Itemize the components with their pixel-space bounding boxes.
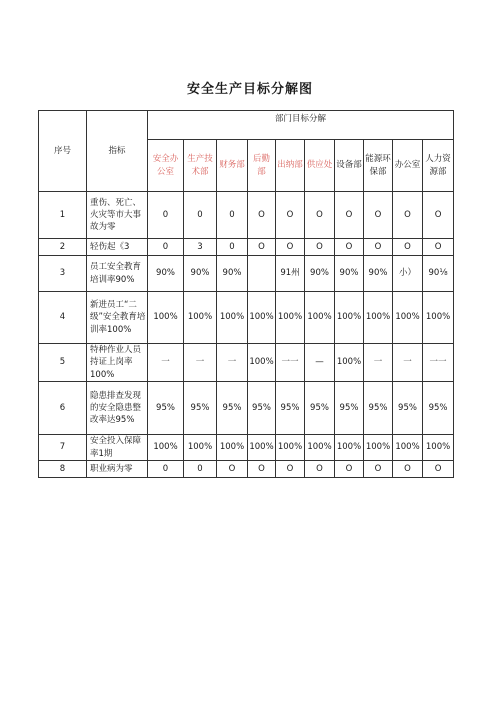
header-dept: 设备部 xyxy=(335,140,364,192)
target-value-cell: O xyxy=(364,239,393,256)
target-value-cell: O xyxy=(335,192,364,239)
target-value-cell: 95% xyxy=(364,382,393,435)
target-value-cell: O xyxy=(364,461,393,478)
row-seq: 5 xyxy=(39,344,87,382)
target-value-cell: 95% xyxy=(217,382,248,435)
target-value-cell: O xyxy=(248,192,276,239)
target-value-cell: 100% xyxy=(423,292,454,344)
target-value-cell: O xyxy=(364,192,393,239)
target-value-cell: O xyxy=(217,461,248,478)
target-value-cell: 90⅛ xyxy=(423,256,454,292)
target-value-cell: 100% xyxy=(248,435,276,461)
target-value-cell: 100% xyxy=(217,292,248,344)
table-row xyxy=(39,344,454,382)
header-indicator: 指标 xyxy=(87,111,148,192)
target-value-cell: O xyxy=(423,461,454,478)
target-value-cell: 90% xyxy=(184,256,217,292)
target-value-cell: 95% xyxy=(276,382,305,435)
target-value-cell: O xyxy=(393,461,423,478)
target-value-cell: 3 xyxy=(184,239,217,256)
row-seq: 6 xyxy=(39,382,87,435)
target-value-cell: 100% xyxy=(423,435,454,461)
target-value-cell: 90% xyxy=(305,256,335,292)
target-value-cell: O xyxy=(276,239,305,256)
target-value-cell: 0 xyxy=(217,192,248,239)
target-value-cell: 100% xyxy=(184,292,217,344)
target-value-cell: 95% xyxy=(184,382,217,435)
target-value-cell: 一 xyxy=(393,344,423,382)
target-value-cell: 一 xyxy=(217,344,248,382)
target-value-cell: 100% xyxy=(276,292,305,344)
target-value-cell: 90% xyxy=(364,256,393,292)
target-value-cell: 95% xyxy=(305,382,335,435)
target-value-cell: 小） xyxy=(393,256,423,292)
row-indicator: 轻伤起《3 xyxy=(87,239,148,256)
target-value-cell: 100% xyxy=(184,435,217,461)
table-row xyxy=(39,461,454,478)
row-seq: 3 xyxy=(39,256,87,292)
row-indicator: 隐患排查发现的安全隐患整改率达95% xyxy=(87,382,148,435)
target-value-cell: O xyxy=(335,239,364,256)
target-value-cell: O xyxy=(305,192,335,239)
row-seq: 1 xyxy=(39,192,87,239)
target-value-cell: O xyxy=(276,192,305,239)
header-dept: 财务部 xyxy=(217,140,248,192)
target-value-cell: O xyxy=(305,239,335,256)
target-value-cell: O xyxy=(393,192,423,239)
target-value-cell: 100% xyxy=(364,435,393,461)
target-value-cell: 90% xyxy=(148,256,184,292)
row-indicator: 新进员工“二级”安全教育培训率100% xyxy=(87,292,148,344)
table-row xyxy=(39,192,454,239)
target-value-cell: O xyxy=(423,239,454,256)
target-value-cell: 一 xyxy=(364,344,393,382)
target-value-cell: O xyxy=(393,239,423,256)
row-indicator: 安全投入保障率1期 xyxy=(87,435,148,461)
page-title: 安全生产目标分解图 xyxy=(186,82,313,97)
row-indicator: 员工安全教育培训率90% xyxy=(87,256,148,292)
header-dept-group: 部门目标分解 xyxy=(148,111,454,140)
target-value-cell xyxy=(248,256,276,292)
target-value-cell: 0 xyxy=(148,461,184,478)
row-seq: 4 xyxy=(39,292,87,344)
row-seq: 8 xyxy=(39,461,87,478)
target-value-cell: 90% xyxy=(335,256,364,292)
target-value-cell: 91州 xyxy=(276,256,305,292)
target-value-cell: O xyxy=(276,461,305,478)
target-value-cell: 100% xyxy=(276,435,305,461)
target-table xyxy=(38,110,454,478)
header-dept: 生产技术部 xyxy=(184,140,217,192)
target-value-cell: O xyxy=(248,239,276,256)
target-value-cell: O xyxy=(248,461,276,478)
target-value-cell: 一 xyxy=(184,344,217,382)
row-seq: 7 xyxy=(39,435,87,461)
target-value-cell: 95% xyxy=(393,382,423,435)
header-dept: 能源环保部 xyxy=(364,140,393,192)
table-row xyxy=(39,239,454,256)
target-value-cell: 0 xyxy=(148,239,184,256)
target-value-cell: 0 xyxy=(184,192,217,239)
table-row xyxy=(39,292,454,344)
target-value-cell: 100% xyxy=(393,292,423,344)
target-value-cell: 95% xyxy=(335,382,364,435)
target-value-cell: 一一 xyxy=(423,344,454,382)
row-indicator: 职业病为零 xyxy=(87,461,148,478)
target-value-cell: 100% xyxy=(335,292,364,344)
row-indicator: 重伤、死亡、火灾等市大事故为零 xyxy=(87,192,148,239)
target-value-cell: 一 xyxy=(148,344,184,382)
target-value-cell: — xyxy=(305,344,335,382)
header-seq: 序号 xyxy=(39,111,87,192)
header-dept: 出纳部 xyxy=(276,140,305,192)
target-value-cell: 100% xyxy=(305,435,335,461)
target-value-cell: 100% xyxy=(248,344,276,382)
target-value-cell: O xyxy=(423,192,454,239)
header-dept: 后勤部 xyxy=(248,140,276,192)
target-value-cell: 0 xyxy=(148,192,184,239)
row-indicator: 特种作业人员持证上岗率100% xyxy=(87,344,148,382)
target-value-cell: 100% xyxy=(248,292,276,344)
row-seq: 2 xyxy=(39,239,87,256)
header-dept: 安全办公室 xyxy=(148,140,184,192)
target-value-cell: 一一 xyxy=(276,344,305,382)
target-value-cell: 100% xyxy=(148,435,184,461)
target-value-cell: 0 xyxy=(184,461,217,478)
target-value-cell: 100% xyxy=(364,292,393,344)
table-row xyxy=(39,382,454,435)
header-dept: 供应处 xyxy=(305,140,335,192)
target-value-cell: 100% xyxy=(335,435,364,461)
target-value-cell: 0 xyxy=(217,239,248,256)
target-value-cell: 100% xyxy=(305,292,335,344)
header-dept: 人力资源部 xyxy=(423,140,454,192)
target-value-cell: O xyxy=(305,461,335,478)
table-row xyxy=(39,435,454,461)
target-value-cell: 90% xyxy=(217,256,248,292)
target-value-cell: 100% xyxy=(148,292,184,344)
target-value-cell: 95% xyxy=(248,382,276,435)
target-value-cell: 100% xyxy=(335,344,364,382)
table-row xyxy=(39,256,454,292)
target-value-cell: O xyxy=(335,461,364,478)
header-dept: 办公室 xyxy=(393,140,423,192)
target-value-cell: 95% xyxy=(423,382,454,435)
target-value-cell: 100% xyxy=(217,435,248,461)
target-value-cell: 95% xyxy=(148,382,184,435)
target-value-cell: 100% xyxy=(393,435,423,461)
